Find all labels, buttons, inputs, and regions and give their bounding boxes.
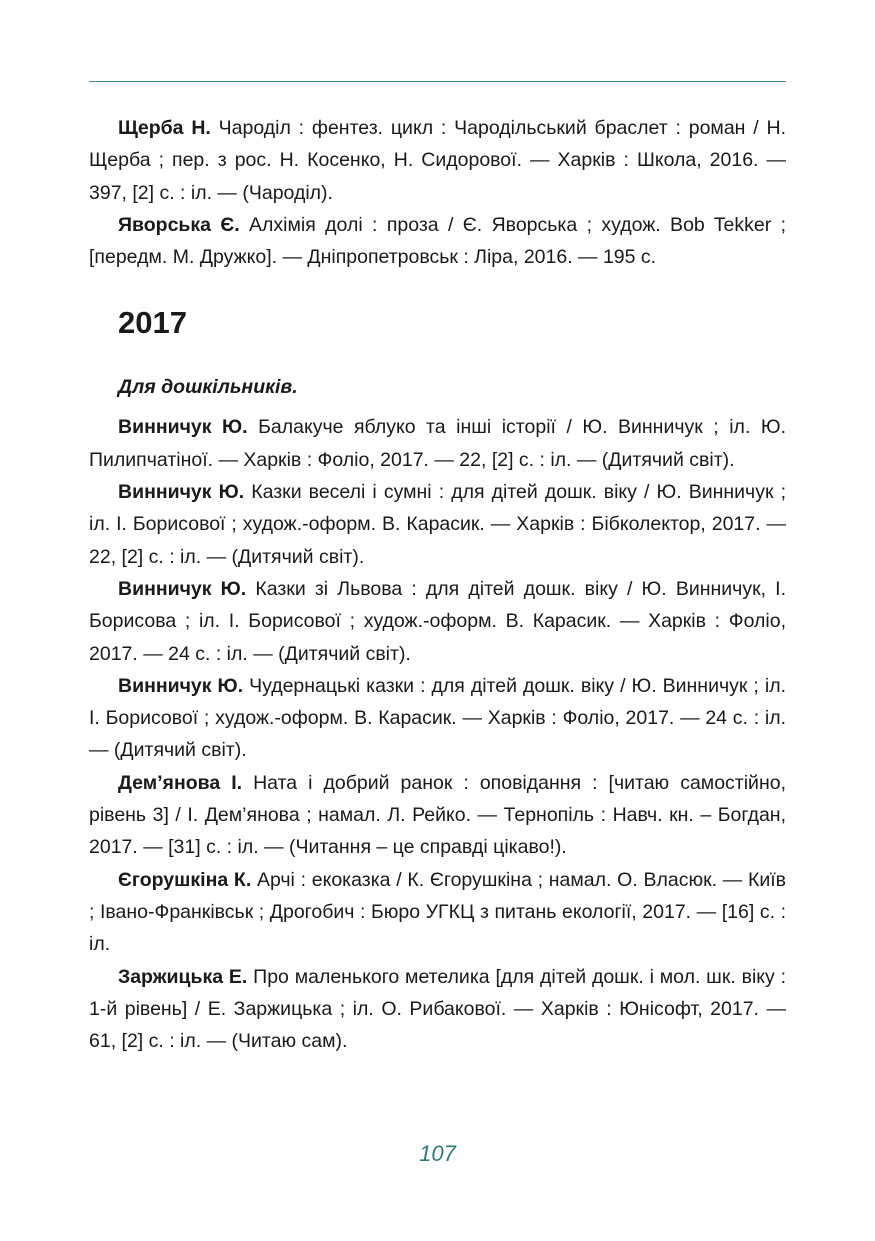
bib-entry xyxy=(89,476,786,573)
entry-text: Алхімія долі : проза / Є. Яворська ; худож. Bob Tekker ; [передм. М. Дружко]. — Дніпропетровськ : Ліра, 2016. — 195 с. xyxy=(89,213,786,269)
entry-text: Казки веселі і сумні : для дітей дошк. віку / Ю. Винничук ; іл. І. Борисової ; худож.-оформ. В. Карасик. — Харків : Бібколектор, 2017. — 22, [2] с. : іл. — (Дитячий світ). xyxy=(89,481,787,568)
header-rule xyxy=(89,81,786,82)
bib-entry xyxy=(89,670,786,767)
entry-text: Казки зі Львова : для дітей дошк. віку / Ю. Винничук, І. Борисова ; іл. І. Борисової ; худож.-оформ. В. Карасик. — Харків : Фоліо, 2017. — 24 с. : іл. — (Дитячий світ). xyxy=(89,577,786,665)
entry-text: Балакуче яблуко та інші історії / Ю. Винничук ; іл. Ю. Пилипчатіної. — Харків : Фоліо, 2017. — 22, [2] с. : іл. — (Дитячий світ). xyxy=(89,416,786,471)
entry-author: Винничук Ю. xyxy=(118,481,245,504)
entry-author: Дем’янова І. xyxy=(118,771,243,794)
bib-entry xyxy=(89,961,786,1058)
entry-author: Яворська Є. xyxy=(118,213,240,236)
entry-text: Арчі : екоказка / К. Єгорушкіна ; намал. О. Власюк. — Київ ; Івано-Франківськ ; Дрогобич : Бюро УГКЦ з питань екології, 2017. — [16] с. : іл. xyxy=(89,868,786,956)
bib-entry xyxy=(89,411,786,476)
page-content xyxy=(89,112,786,1057)
entry-author: Щерба Н. xyxy=(118,117,211,139)
year-heading: 2017 xyxy=(118,305,187,341)
entry-text: Чароділ : фентез. цикл : Чародільський браслет : роман / Н. Щерба ; пер. з рос. Н. Косенко, Н. Сидорової. — Харків : Школа, 2016. — 397, [2] с. : іл. — (Чароділ). xyxy=(89,117,786,204)
entry-text: Про маленького метелика [для дітей дошк. і мол. шк. віку : 1-й рівень] / Е. Заржицька ; іл. О. Рибакової. — Харків : Юнісофт, 2017. — 61, [2] с. : іл. — (Читаю сам). xyxy=(89,965,787,1053)
page-number: 107 xyxy=(419,1141,456,1166)
entry-author: Єгорушкіна К. xyxy=(118,868,252,891)
bib-entry xyxy=(89,573,786,670)
bib-entry xyxy=(89,767,786,864)
entry-author: Винничук Ю. xyxy=(118,577,247,600)
entry-text: Чудернацькі казки : для дітей дошк. віку / Ю. Винничук ; іл. І. Борисової ; худож.-оформ. В. Карасик. — Харків : Фоліо, 2017. — 24 с. : іл. — (Дитячий світ). xyxy=(89,674,786,762)
entry-author: Винничук Ю. xyxy=(118,416,248,439)
bib-entry-yavorska xyxy=(89,209,786,274)
bib-entry xyxy=(89,864,786,961)
section-subheading: Для дошкільників. xyxy=(118,376,298,399)
entry-author: Заржицька Е. xyxy=(118,965,248,988)
entry-text: Ната і добрий ранок : оповідання : [читаю самостійно, рівень 3] / І. Дем’янова ; намал. Л. Рейко. — Тернопіль : Навч. кн. – Богдан, 2017. — [31] с. : іл. — (Читання – це справді цікаво!). xyxy=(89,771,786,859)
entry-author: Винничук Ю. xyxy=(118,674,244,697)
bib-entry-shcherba xyxy=(89,112,786,209)
